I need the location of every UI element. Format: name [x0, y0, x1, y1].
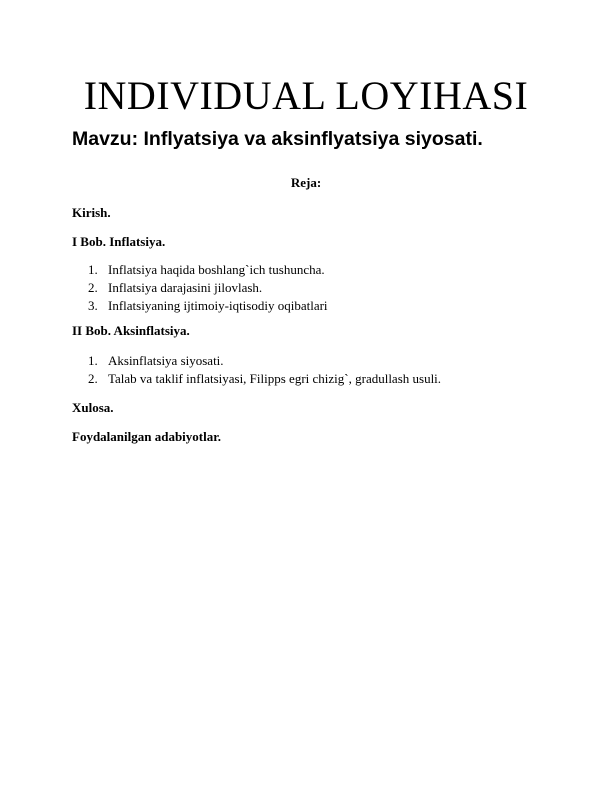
topic-line: Mavzu: Inflyatsiya va aksinflyatsiya siyosati.	[72, 128, 483, 150]
plan-heading: Reja:	[290, 175, 322, 190]
list-item-number: 1.	[88, 353, 98, 368]
list-item-text: Inflatsiya haqida boshlang`ich tushuncha.	[108, 262, 325, 277]
list-item-number: 2.	[88, 371, 98, 386]
list-item-number: 3.	[88, 298, 98, 313]
conclusion-heading: Xulosa.	[72, 400, 114, 415]
document-title: INDIVIDUAL LOYIHASI	[83, 73, 529, 118]
list-item-text: Talab va taklif inflatsiyasi, Filipps egri chizig`, gradullash usuli.	[108, 371, 442, 386]
list-item-text: Aksinflatsiya siyosati.	[108, 353, 224, 368]
list-item-number: 1.	[88, 262, 98, 277]
intro-heading: Kirish.	[72, 205, 111, 220]
chapter1-heading: I Bob. Inflatsiya.	[72, 234, 166, 249]
chapter2-heading: II Bob. Aksinflatsiya.	[72, 323, 190, 338]
list-item-text: Inflatsiyaning ijtimoiy-iqtisodiy oqibatlari	[108, 298, 328, 313]
references-heading: Foydalanilgan adabiyotlar.	[72, 429, 222, 444]
list-item-text: Inflatsiya darajasini jilovlash.	[108, 280, 263, 295]
list-item-number: 2.	[88, 280, 98, 295]
